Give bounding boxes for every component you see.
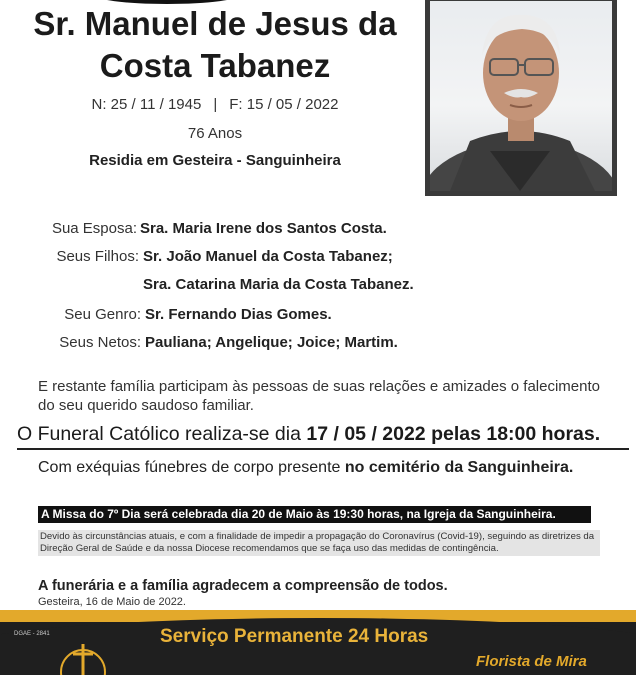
children-row — [0, 248, 139, 268]
child-1-name: Sr. João Manuel da Costa Tabanez; — [143, 248, 393, 265]
residence: Residia em Gesteira - Sanguinheira — [89, 152, 341, 169]
florist-name: Florista de Mira — [476, 653, 587, 670]
thanks-text: A funerária e a família agradecem a compreensão de todos. — [38, 578, 448, 594]
funeral-divider — [17, 448, 629, 450]
place-date: Gesteira, 16 de Maio de 2022. — [38, 596, 186, 608]
announcement-text: E restante família participam às pessoas de suas relações e amizades o falecimento do seu querido saudoso familiar. — [38, 378, 600, 414]
birth-date: N: 25 / 11 / 1945 — [91, 96, 202, 113]
child-2-name: Sra. Catarina Maria da Costa Tabanez. — [143, 276, 414, 293]
death-date: F: 15 / 05 / 2022 — [229, 96, 339, 113]
funeral-datetime: 17 / 05 / 2022 pelas 18:00 horas. — [306, 423, 601, 445]
funeral-line — [17, 423, 627, 446]
exequias-prefix: Com exéquias fúnebres de corpo presente — [38, 459, 345, 476]
license-number: DGAE - 2841 — [14, 631, 50, 637]
portrait-frame — [425, 0, 617, 196]
deceased-name: Sr. Manuel de Jesus da Costa Tabanez — [33, 5, 397, 84]
exequias-place: no cemitério da Sanguinheira. — [344, 459, 574, 476]
grandchildren-row — [0, 334, 141, 354]
grandchildren-names: Pauliana; Angelique; Joice; Martim. — [145, 334, 398, 351]
cross-emblem-icon — [54, 636, 112, 675]
son-in-law-label: Seu Genro: — [64, 306, 141, 323]
funeral-prefix: O Funeral Católico realiza-se dia — [17, 423, 307, 445]
son-in-law-name: Sr. Fernando Dias Gomes. — [145, 306, 332, 323]
footer — [0, 610, 636, 675]
children-label: Seus Filhos: — [56, 248, 139, 265]
dates-separator: | — [213, 96, 218, 113]
spouse-row — [0, 220, 137, 240]
dates-line — [0, 96, 430, 113]
service-banner: Serviço Permanente 24 Horas — [160, 626, 429, 647]
covid-notice: Devido às circunstâncias atuais, e com a finalidade de impedir a propagação do Coronavírus (Covid-19), seguindo as diretrizes da Direção Geral de Saúde e da nossa Diocese recomendamos que se faça uso das medidas de contingência. — [38, 530, 600, 556]
spouse-label: Sua Esposa: — [51, 220, 137, 237]
exequias-text — [38, 457, 600, 479]
age: 76 Anos — [187, 125, 243, 142]
portrait-illustration — [430, 1, 612, 191]
spouse-name: Sra. Maria Irene dos Santos Costa. — [140, 220, 387, 237]
missa-banner: A Missa do 7º Dia será celebrada dia 20 de Maio às 19:30 horas, na Igreja da Sanguinheira. — [38, 506, 591, 523]
portrait-photo — [430, 1, 612, 191]
grandchildren-label: Seus Netos: — [59, 334, 141, 351]
son-in-law-row — [0, 306, 141, 326]
